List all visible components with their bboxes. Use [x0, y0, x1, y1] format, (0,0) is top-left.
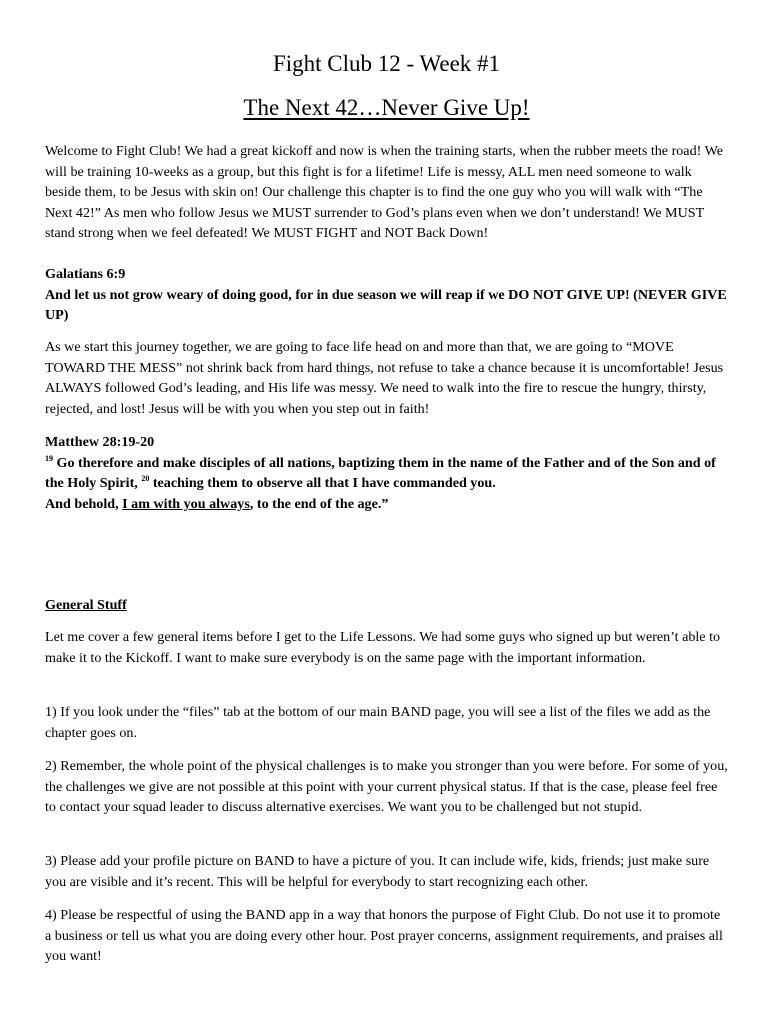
verse-galatians [45, 264, 728, 326]
document-subtitle: The Next 42…Never Give Up! [243, 95, 530, 120]
general-intro-paragraph: Let me cover a few general items before I get to the Life Lessons. We had some guys who signed up but weren’t able to make it to the Kickoff. I want to make sure everybody is on the same page with the important information. [45, 629, 721, 666]
verse-text [45, 453, 728, 494]
section-heading: General Stuff [45, 597, 127, 613]
verse-number: 20 [141, 474, 150, 483]
verse-text [45, 494, 728, 515]
journey-paragraph: As we start this journey together, we are going to face life head on and more than that, we are going to “MOVE TOWARD THE MESS” not shrink back from hard things, not refuse to take a chance because it is uncomfortable! Jesus ALWAYS followed God’s leading, and His life was messy. We need to walk into the fire to rescue the hungry, thirsty, rejected, and lost! Jesus will be with you when you step out in faith! [45, 339, 724, 417]
verse-text-part: teaching them to observe all that I have commanded you. [149, 475, 496, 491]
intro-paragraph: Welcome to Fight Club! We had a great kickoff and now is when the training starts, when the rubber meets the road! We will be training 10-weeks as a group, but this fight is for a lifetime! Life is messy, ALL men need someone to walk beside them, to be Jesus with skin on! Our challenge this chapter is to find the one guy who you will walk with “The Next 42!” As men who follow Jesus we MUST surrender to God’s plans even when we don’t understand! We MUST stand strong when we feel defeated! We MUST FIGHT and NOT Back Down! [45, 143, 724, 241]
verse-text-part: And behold, [45, 495, 123, 512]
verse-reference: Matthew 28:19-20 [45, 434, 155, 450]
verse-matthew [45, 432, 728, 514]
verse-underlined-text: I am with you always [122, 495, 250, 512]
general-item-3: 3) Please add your profile picture on BAND to have a picture of you. It can include wife, kids, friends; just make sure you are visible and it’s recent. This will be helpful for everybody to start recognizing each other. [45, 853, 710, 890]
general-item-1: 1) If you look under the “files” tab at the bottom of our main BAND page, you will see a list of the files we add as the chapter goes on. [45, 704, 711, 741]
general-item-4: 4) Please be respectful of using the BAND app in a way that honors the purpose of Fight Club. Do not use it to promote a business or tell us what you are doing every other hour. Post prayer concerns, assignment requirements, and praises all you want! [45, 907, 723, 964]
verse-text: And let us not grow weary of doing good, for in due season we will reap if we DO NOT GIVE UP! (NEVER GIVE UP) [45, 286, 727, 323]
general-item-2: 2) Remember, the whole point of the physical challenges is to make you stronger than you were before. For some of you, the challenges we give are not possible at this point with your current physical status. If that is the case, please feel free to contact your squad leader to discuss alternative exercises. We want you to be challenged but not stupid. [45, 758, 728, 815]
verse-text-part: Go therefore and make disciples of all nations, baptizing them in the name of the Father and of the Son and of the Holy Spirit, [45, 454, 716, 491]
verse-number: 19 [45, 453, 53, 463]
verse-text-part: , to the end of the age.” [249, 495, 389, 512]
document-title: Fight Club 12 - Week #1 [272, 51, 501, 76]
verse-reference: Galatians 6:9 [45, 266, 126, 282]
